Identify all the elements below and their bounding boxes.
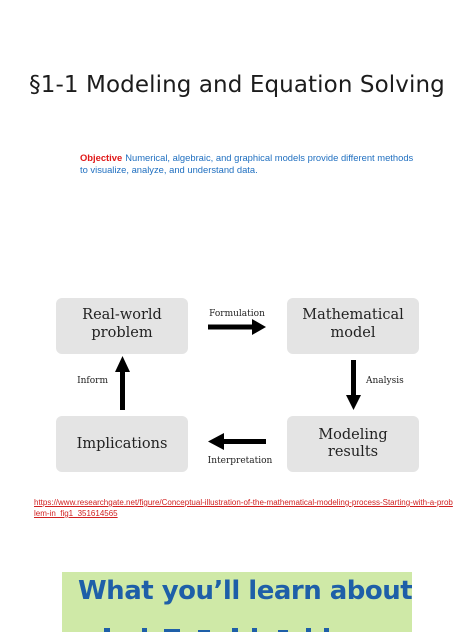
arrow-formulation-label: Formulation [209, 309, 265, 319]
box-implications [56, 416, 188, 472]
objective-line-2: to visualize, analyze, and understand data. [80, 164, 258, 175]
objective-label: Objective [80, 152, 123, 163]
objective-text [80, 152, 420, 176]
box-mathematical-line-1: Mathematical [302, 307, 404, 323]
box-real-world-line-2: problem [91, 325, 153, 341]
objective-line-1 [80, 152, 420, 164]
arrow-analysis [346, 360, 404, 410]
banner-heading: What you’ll learn about [78, 576, 412, 606]
arrow-interpretation-label: Interpretation [207, 456, 273, 466]
arrow-analysis-label: Analysis [366, 376, 404, 386]
arrow-formulation [208, 309, 266, 335]
slide-title: §1-1 Modeling and Equation Solving [29, 72, 445, 98]
box-modeling-results-line-2: results [327, 444, 379, 460]
box-mathematical-line-2: model [330, 325, 376, 341]
box-real-world-line-1: Real-world [82, 307, 162, 323]
banner-cut-off-text-tops [102, 622, 332, 632]
box-implications-text: Implications [76, 436, 168, 452]
box-real-world-problem [56, 298, 188, 354]
arrow-inform-label: Inform [77, 376, 108, 386]
arrow-inform [77, 356, 130, 410]
learn-banner [62, 572, 412, 632]
modeling-process-diagram [0, 290, 474, 480]
box-mathematical-model [287, 298, 419, 354]
box-modeling-results [287, 416, 419, 472]
arrow-interpretation [208, 433, 273, 466]
source-link[interactable]: https://www.researchgate.net/figure/Conceptual-illustration-of-the-mathematical-modeling-process-Starting-with-a-problem-in_fig1_351614565 [34, 498, 453, 518]
box-modeling-results-line-1: Modeling [318, 427, 388, 443]
objective-line-1-text: Numerical, algebraic, and graphical models provide different methods [125, 152, 414, 163]
